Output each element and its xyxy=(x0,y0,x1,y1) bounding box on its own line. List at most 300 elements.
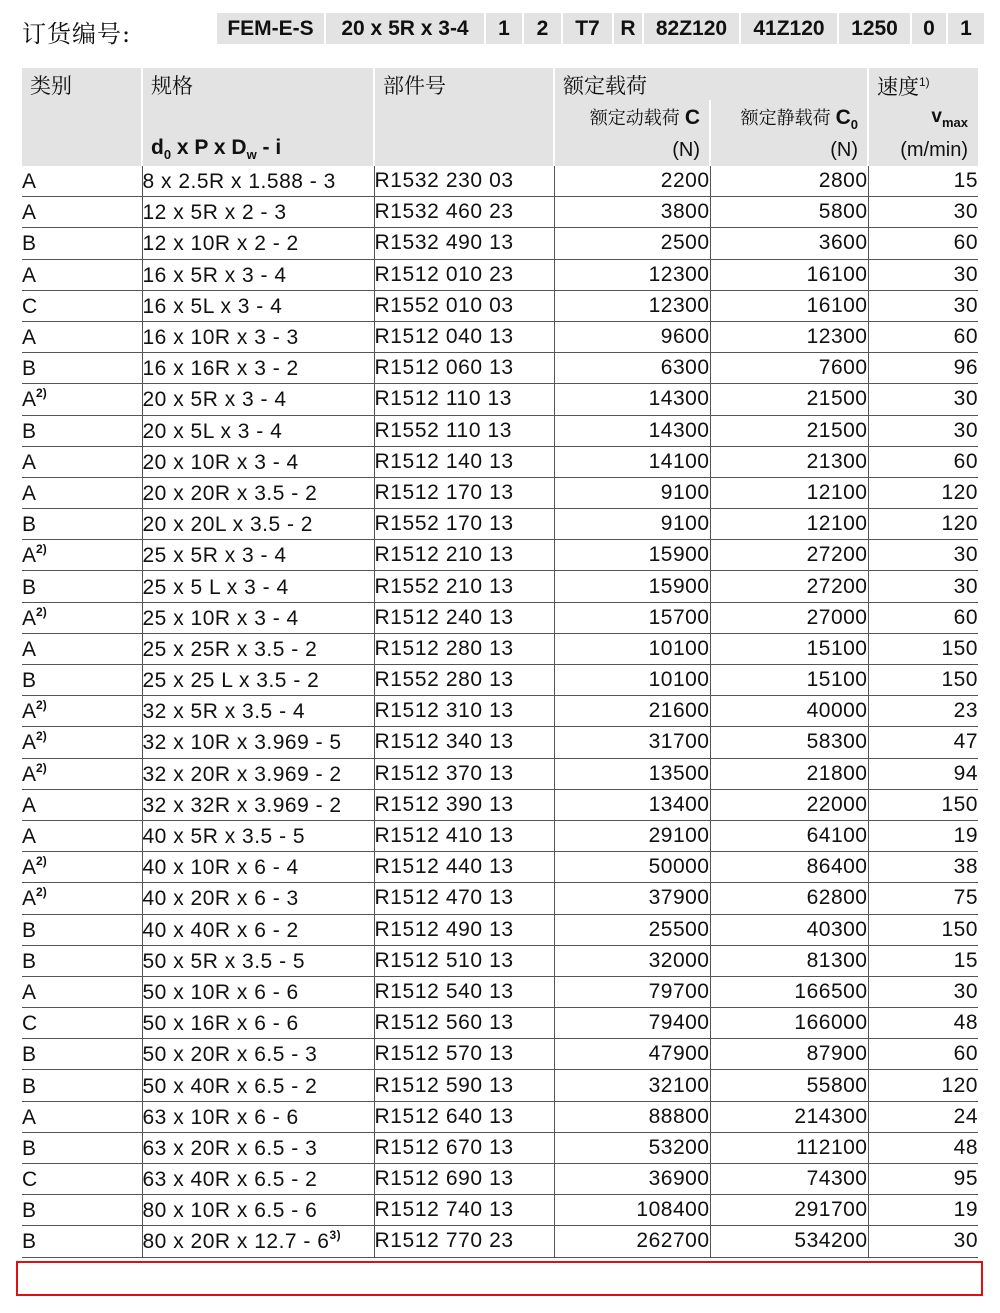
cell-part-no-value: R1512 310 13 xyxy=(374,699,514,723)
cell-spec-value: 12 x 5R x 2 - 3 xyxy=(142,201,287,225)
cell-part-no-value: R1512 640 13 xyxy=(374,1104,514,1128)
cell-category-value: B xyxy=(22,918,37,942)
cell-category xyxy=(22,509,142,540)
cell-category-value: A xyxy=(22,793,37,817)
cell-part-no xyxy=(374,1164,554,1195)
cell-spec-value: 20 x 20L x 3.5 - 2 xyxy=(142,513,313,537)
cell-part-no-value: R1512 410 13 xyxy=(374,824,514,848)
table-row xyxy=(22,321,978,352)
header-load xyxy=(554,68,868,100)
cell-stat-load-value: 64100 xyxy=(806,824,868,848)
order-code-segment: 1250 xyxy=(839,13,912,44)
cell-stat-load-value: 62800 xyxy=(806,886,868,910)
cell-part-no-value: R1512 340 13 xyxy=(374,730,514,754)
header-load-label: 额定载荷 xyxy=(563,75,647,98)
cell-stat-load xyxy=(710,696,868,727)
cell-part-no-value: R1512 060 13 xyxy=(374,356,514,380)
cell-dyn-load xyxy=(554,914,710,945)
cell-stat-load xyxy=(710,166,868,197)
cell-category xyxy=(22,415,142,446)
cell-spec xyxy=(142,633,374,664)
header-speed-unit: (m/min) xyxy=(900,139,968,161)
cell-spec xyxy=(142,1008,374,1039)
cell-speed xyxy=(868,540,978,571)
cell-dyn-load xyxy=(554,1039,710,1070)
cell-spec xyxy=(142,166,374,197)
cell-part-no xyxy=(374,1039,554,1070)
cell-category-value: B xyxy=(22,1230,37,1254)
cell-dyn-load-value: 10100 xyxy=(648,636,710,660)
table-row xyxy=(22,976,978,1007)
table-row xyxy=(22,914,978,945)
cell-stat-load-value: 166000 xyxy=(794,1011,868,1035)
cell-category xyxy=(22,166,142,197)
cell-speed xyxy=(868,1132,978,1163)
cell-speed-value: 24 xyxy=(953,1104,978,1128)
cell-stat-load-value: 27200 xyxy=(806,543,868,567)
cell-speed xyxy=(868,197,978,228)
cell-part-no xyxy=(374,633,554,664)
cell-dyn-load xyxy=(554,602,710,633)
cell-spec-value: 20 x 10R x 3 - 4 xyxy=(142,450,299,474)
cell-part-no-value: R1512 510 13 xyxy=(374,948,514,972)
cell-spec-value: 63 x 40R x 6.5 - 2 xyxy=(142,1168,318,1192)
highlight-box xyxy=(16,1261,983,1296)
table-row xyxy=(22,197,978,228)
table-row xyxy=(22,228,978,259)
cell-category xyxy=(22,696,142,727)
cell-category xyxy=(22,852,142,883)
cell-category-value: A xyxy=(22,606,37,630)
cell-spec-value: 16 x 10R x 3 - 3 xyxy=(142,326,299,350)
cell-part-no-value: R1512 470 13 xyxy=(374,886,514,910)
cell-part-no xyxy=(374,883,554,914)
cell-stat-load-value: 81300 xyxy=(806,948,868,972)
cell-spec-value: 40 x 5R x 3.5 - 5 xyxy=(142,825,306,849)
header-spec xyxy=(142,68,374,166)
cell-part-no-value: R1512 390 13 xyxy=(374,792,514,816)
cell-category xyxy=(22,820,142,851)
cell-speed xyxy=(868,852,978,883)
cell-dyn-load xyxy=(554,446,710,477)
cell-speed-value: 15 xyxy=(953,948,978,972)
table-row xyxy=(22,820,978,851)
cell-part-no-value: R1512 440 13 xyxy=(374,855,514,879)
cell-spec xyxy=(142,696,374,727)
cell-category-value: A xyxy=(22,326,37,350)
cell-dyn-load-value: 2500 xyxy=(660,231,710,255)
cell-stat-load xyxy=(710,1164,868,1195)
cell-category-value: B xyxy=(22,419,37,443)
cell-speed-value: 48 xyxy=(953,1135,978,1159)
table-row xyxy=(22,727,978,758)
cell-stat-load-value: 15100 xyxy=(806,636,868,660)
table-row xyxy=(22,540,978,571)
cell-category xyxy=(22,633,142,664)
cell-speed-value: 60 xyxy=(953,605,978,629)
cell-stat-load xyxy=(710,509,868,540)
cell-spec-value: 20 x 20R x 3.5 - 2 xyxy=(142,481,318,505)
cell-dyn-load-value: 79400 xyxy=(648,1011,710,1035)
cell-part-no xyxy=(374,976,554,1007)
cell-stat-load-value: 74300 xyxy=(806,1167,868,1191)
cell-category-value: A xyxy=(22,263,37,287)
cell-part-no xyxy=(374,852,554,883)
cell-dyn-load-value: 36900 xyxy=(648,1167,710,1191)
cell-spec xyxy=(142,1101,374,1132)
table-row xyxy=(22,446,978,477)
cell-speed-value: 120 xyxy=(941,512,978,536)
cell-spec xyxy=(142,1164,374,1195)
cell-speed xyxy=(868,789,978,820)
cell-spec xyxy=(142,820,374,851)
cell-speed xyxy=(868,477,978,508)
cell-category xyxy=(22,540,142,571)
header-spec-label: 规格 xyxy=(151,75,193,98)
cell-speed-value: 60 xyxy=(953,1042,978,1066)
cell-stat-load xyxy=(710,758,868,789)
cell-category xyxy=(22,197,142,228)
cell-dyn-load xyxy=(554,1195,710,1226)
cell-spec xyxy=(142,197,374,228)
cell-category-value: B xyxy=(22,1074,37,1098)
cell-part-no xyxy=(374,789,554,820)
cell-speed xyxy=(868,446,978,477)
cell-spec xyxy=(142,945,374,976)
table-row xyxy=(22,166,978,197)
cell-category xyxy=(22,1132,142,1163)
cell-stat-load-value: 12100 xyxy=(806,480,868,504)
cell-speed xyxy=(868,384,978,415)
table-row xyxy=(22,1164,978,1195)
cell-dyn-load-value: 14100 xyxy=(648,449,710,473)
cell-dyn-load-value: 14300 xyxy=(648,387,710,411)
cell-category-value: A xyxy=(22,201,37,225)
cell-stat-load-value: 7600 xyxy=(818,356,868,380)
cell-speed xyxy=(868,696,978,727)
cell-dyn-load xyxy=(554,259,710,290)
footnote-marker: 3) xyxy=(329,1228,342,1243)
table-row xyxy=(22,1039,978,1070)
header-part-no xyxy=(374,68,554,166)
cell-category-value: A xyxy=(22,825,37,849)
cell-spec-value: 50 x 5R x 3.5 - 5 xyxy=(142,949,306,973)
cell-speed xyxy=(868,1164,978,1195)
cell-speed xyxy=(868,820,978,851)
cell-category-value: A xyxy=(22,856,37,880)
order-code-bar xyxy=(0,0,1000,60)
cell-spec-value: 63 x 20R x 6.5 - 3 xyxy=(142,1136,318,1160)
cell-part-no-value: R1532 490 13 xyxy=(374,231,514,255)
cell-category xyxy=(22,290,142,321)
cell-dyn-load xyxy=(554,353,710,384)
cell-speed-value: 120 xyxy=(941,480,978,504)
footnote-marker: 2) xyxy=(36,854,47,869)
cell-category-value: C xyxy=(22,1012,38,1036)
cell-speed xyxy=(868,665,978,696)
cell-speed xyxy=(868,571,978,602)
table-row xyxy=(22,602,978,633)
cell-part-no xyxy=(374,1070,554,1101)
cell-speed xyxy=(868,914,978,945)
cell-speed-value: 15 xyxy=(953,169,978,193)
cell-stat-load-value: 87900 xyxy=(806,1042,868,1066)
cell-speed-value: 38 xyxy=(953,855,978,879)
cell-speed xyxy=(868,1226,978,1257)
cell-part-no-value: R1552 010 03 xyxy=(374,293,514,317)
cell-part-no-value: R1512 670 13 xyxy=(374,1135,514,1159)
cell-stat-load-value: 27200 xyxy=(806,574,868,598)
cell-stat-load-value: 27000 xyxy=(806,605,868,629)
cell-spec-value: 16 x 16R x 3 - 2 xyxy=(142,357,299,381)
table-row xyxy=(22,353,978,384)
cell-spec-value: 50 x 10R x 6 - 6 xyxy=(142,980,299,1004)
cell-stat-load xyxy=(710,540,868,571)
cell-part-no-value: R1512 690 13 xyxy=(374,1167,514,1191)
cell-category-value: A xyxy=(22,388,37,412)
cell-spec xyxy=(142,1132,374,1163)
cell-spec xyxy=(142,290,374,321)
cell-spec xyxy=(142,727,374,758)
cell-speed xyxy=(868,1195,978,1226)
cell-stat-load-value: 12100 xyxy=(806,512,868,536)
cell-category-value: A xyxy=(22,731,37,755)
cell-part-no-value: R1512 560 13 xyxy=(374,1011,514,1035)
cell-stat-load-value: 16100 xyxy=(806,293,868,317)
cell-stat-load xyxy=(710,477,868,508)
cell-stat-load xyxy=(710,1226,868,1257)
cell-spec xyxy=(142,914,374,945)
table-row xyxy=(22,665,978,696)
cell-spec xyxy=(142,353,374,384)
header-vmax: $v_{max}$ xyxy=(931,106,968,130)
cell-speed xyxy=(868,353,978,384)
cell-category-value: A xyxy=(22,481,37,505)
cell-dyn-load xyxy=(554,883,710,914)
cell-speed-value: 95 xyxy=(953,1167,978,1191)
cell-stat-load-value: 58300 xyxy=(806,730,868,754)
cell-spec xyxy=(142,602,374,633)
cell-dyn-load-value: 10100 xyxy=(648,668,710,692)
cell-part-no xyxy=(374,1195,554,1226)
cell-speed xyxy=(868,1008,978,1039)
cell-part-no-value: R1512 570 13 xyxy=(374,1042,514,1066)
cell-stat-load-value: 21500 xyxy=(806,387,868,411)
cell-speed xyxy=(868,1039,978,1070)
cell-speed-value: 150 xyxy=(941,668,978,692)
cell-dyn-load xyxy=(554,1164,710,1195)
cell-category-value: B xyxy=(22,669,37,693)
cell-stat-load xyxy=(710,321,868,352)
cell-speed xyxy=(868,727,978,758)
cell-part-no xyxy=(374,665,554,696)
cell-part-no xyxy=(374,384,554,415)
cell-category xyxy=(22,1039,142,1070)
cell-stat-load-value: 5800 xyxy=(818,200,868,224)
cell-dyn-load xyxy=(554,727,710,758)
cell-dyn-load-value: 79700 xyxy=(648,979,710,1003)
cell-category xyxy=(22,1226,142,1257)
table-row xyxy=(22,758,978,789)
table-row xyxy=(22,290,978,321)
cell-speed xyxy=(868,321,978,352)
cell-stat-load xyxy=(710,197,868,228)
cell-stat-load-value: 21300 xyxy=(806,449,868,473)
cell-stat-load xyxy=(710,1101,868,1132)
cell-stat-load-value: 21500 xyxy=(806,418,868,442)
cell-stat-load-value: 534200 xyxy=(794,1229,868,1253)
cell-dyn-load xyxy=(554,197,710,228)
cell-category-value: A xyxy=(22,1105,37,1129)
cell-speed xyxy=(868,259,978,290)
cell-speed-value: 30 xyxy=(953,387,978,411)
cell-part-no-value: R1512 210 13 xyxy=(374,543,514,567)
cell-category xyxy=(22,758,142,789)
cell-stat-load-value: 112100 xyxy=(795,1135,868,1159)
table-row xyxy=(22,1070,978,1101)
cell-spec xyxy=(142,477,374,508)
cell-spec xyxy=(142,384,374,415)
cell-speed xyxy=(868,945,978,976)
cell-dyn-load-value: 9100 xyxy=(660,512,710,536)
order-code-segment: 0 xyxy=(912,13,948,44)
cell-part-no-value: R1552 280 13 xyxy=(374,668,514,692)
cell-stat-load-value: 22000 xyxy=(806,792,868,816)
cell-part-no xyxy=(374,820,554,851)
header-stat-load xyxy=(710,100,868,166)
cell-spec xyxy=(142,1070,374,1101)
cell-part-no xyxy=(374,446,554,477)
cell-dyn-load xyxy=(554,976,710,1007)
cell-category-value: A xyxy=(22,170,37,194)
cell-part-no xyxy=(374,1226,554,1257)
cell-stat-load xyxy=(710,820,868,851)
cell-part-no xyxy=(374,415,554,446)
order-code-segment: 41Z120 xyxy=(741,13,839,44)
cell-stat-load xyxy=(710,883,868,914)
cell-dyn-load-value: 32000 xyxy=(648,948,710,972)
cell-stat-load xyxy=(710,914,868,945)
cell-spec xyxy=(142,883,374,914)
cell-dyn-load xyxy=(554,571,710,602)
cell-dyn-load-value: 12300 xyxy=(648,293,710,317)
cell-category-value: C xyxy=(22,1168,38,1192)
order-code-segment: 1 xyxy=(948,13,984,44)
cell-spec-value: 63 x 10R x 6 - 6 xyxy=(142,1105,299,1129)
cell-category xyxy=(22,1008,142,1039)
cell-speed-value: 94 xyxy=(953,761,978,785)
header-dyn-load-label: 额定动载荷 C xyxy=(589,106,700,129)
cell-speed-value: 150 xyxy=(941,917,978,941)
cell-part-no xyxy=(374,727,554,758)
cell-stat-load-value: 21800 xyxy=(806,761,868,785)
header-speed-label: 速度$^{1)}$ xyxy=(877,75,930,99)
footnote-marker: 2) xyxy=(36,698,47,713)
cell-stat-load xyxy=(710,633,868,664)
cell-part-no-value: R1512 770 23 xyxy=(374,1229,514,1253)
cell-dyn-load-value: 21600 xyxy=(648,699,710,723)
footnote-marker: 2) xyxy=(36,604,47,619)
cell-category-value: A xyxy=(22,700,37,724)
order-label: 订货编号: xyxy=(22,20,132,48)
cell-spec xyxy=(142,259,374,290)
cell-stat-load xyxy=(710,852,868,883)
cell-dyn-load xyxy=(554,321,710,352)
cell-speed-value: 150 xyxy=(941,636,978,660)
cell-speed-value: 120 xyxy=(941,1073,978,1097)
cell-dyn-load xyxy=(554,758,710,789)
cell-part-no-value: R1532 230 03 xyxy=(374,169,514,193)
cell-dyn-load xyxy=(554,477,710,508)
cell-stat-load xyxy=(710,1070,868,1101)
cell-category-value: B xyxy=(22,232,37,256)
cell-stat-load xyxy=(710,228,868,259)
cell-category-value: B xyxy=(22,1043,37,1067)
cell-dyn-load xyxy=(554,1101,710,1132)
header-category-label: 类别 xyxy=(30,75,72,98)
cell-dyn-load-value: 88800 xyxy=(648,1104,710,1128)
cell-speed-value: 23 xyxy=(953,699,978,723)
cell-category xyxy=(22,727,142,758)
spec-table xyxy=(22,68,978,1258)
cell-speed-value: 60 xyxy=(953,231,978,255)
cell-part-no-value: R1512 280 13 xyxy=(374,636,514,660)
cell-stat-load xyxy=(710,789,868,820)
cell-dyn-load-value: 29100 xyxy=(648,824,710,848)
cell-part-no xyxy=(374,477,554,508)
cell-dyn-load-value: 262700 xyxy=(636,1229,710,1253)
cell-spec xyxy=(142,415,374,446)
cell-dyn-load-value: 15700 xyxy=(648,605,710,629)
cell-category xyxy=(22,914,142,945)
table-row xyxy=(22,1195,978,1226)
table-row xyxy=(22,789,978,820)
cell-dyn-load xyxy=(554,228,710,259)
cell-speed-value: 48 xyxy=(953,1011,978,1035)
cell-dyn-load-value: 6300 xyxy=(660,356,710,380)
cell-category-value: B xyxy=(22,1199,37,1223)
cell-category-value: A xyxy=(22,887,37,911)
table-row xyxy=(22,696,978,727)
cell-dyn-load xyxy=(554,166,710,197)
cell-category xyxy=(22,477,142,508)
cell-stat-load-value: 55800 xyxy=(806,1073,868,1097)
cell-category-value: A xyxy=(22,762,37,786)
cell-stat-load xyxy=(710,1195,868,1226)
cell-dyn-load-value: 50000 xyxy=(648,855,710,879)
cell-category-value: B xyxy=(22,1136,37,1160)
order-code-segment: 82Z120 xyxy=(644,13,741,44)
cell-category xyxy=(22,1070,142,1101)
cell-spec-value: 25 x 5R x 3 - 4 xyxy=(142,544,287,568)
cell-dyn-load-value: 37900 xyxy=(648,886,710,910)
table-row xyxy=(22,571,978,602)
cell-stat-load xyxy=(710,571,868,602)
cell-speed-value: 30 xyxy=(953,200,978,224)
header-category xyxy=(22,68,142,166)
header-dyn-load xyxy=(554,100,710,166)
cell-speed-value: 30 xyxy=(953,1229,978,1253)
cell-category xyxy=(22,883,142,914)
cell-spec xyxy=(142,321,374,352)
cell-part-no xyxy=(374,914,554,945)
cell-stat-load xyxy=(710,1039,868,1070)
cell-category xyxy=(22,384,142,415)
cell-speed xyxy=(868,1101,978,1132)
cell-part-no xyxy=(374,509,554,540)
cell-stat-load-value: 166500 xyxy=(794,979,868,1003)
header-speed xyxy=(868,68,978,166)
